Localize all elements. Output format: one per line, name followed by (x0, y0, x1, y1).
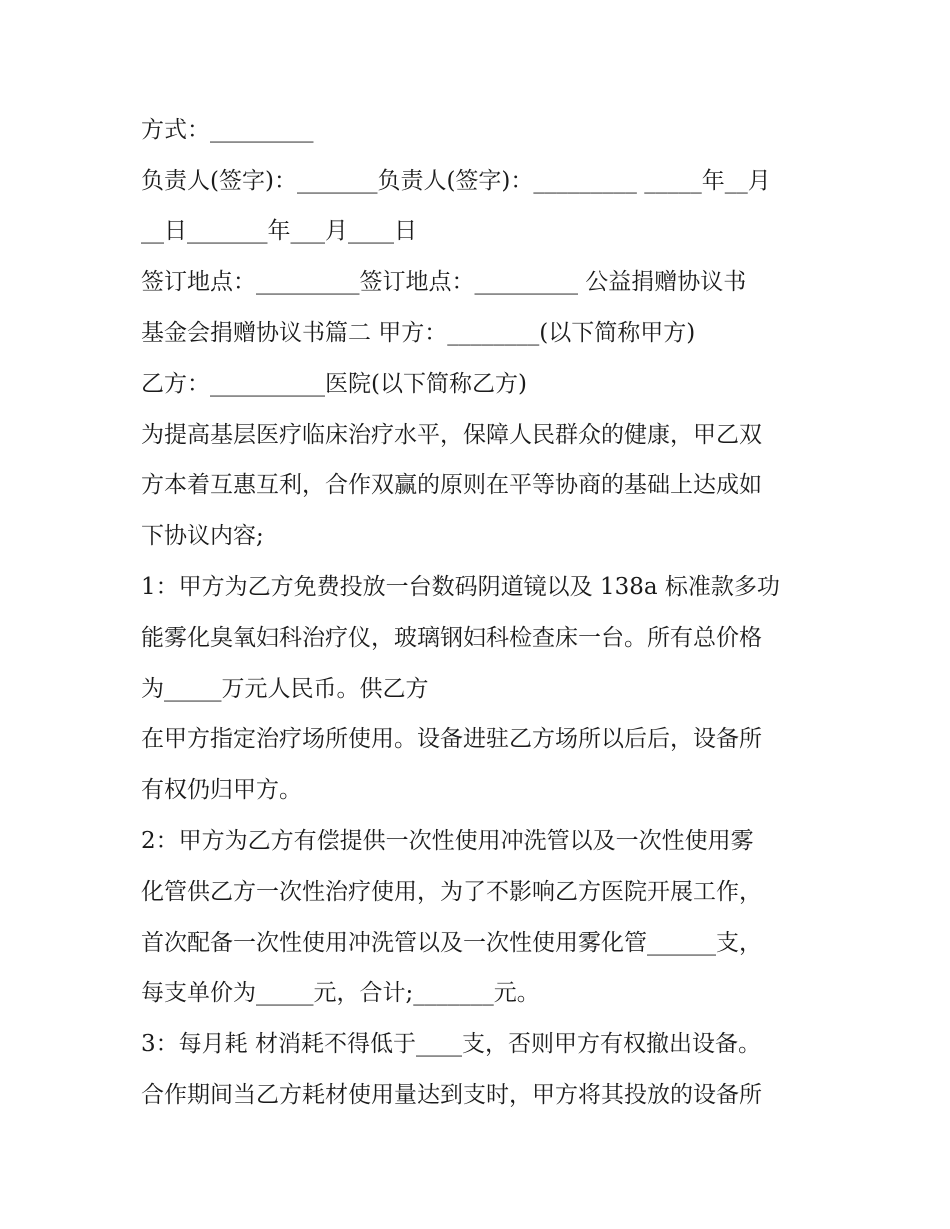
text-line-clause-1b: 能雾化臭氧妇科治疗仪，玻璃钢妇科检查床一台。所有总价格 (141, 625, 762, 651)
text-line-clause-3a: 3：每月耗 材消耗不得低于____支，否则甲方有权撤出设备。 (141, 1031, 761, 1057)
text-line-clause-3b: 合作期间当乙方耗材使用量达到支时，甲方将其投放的设备所 (141, 1082, 762, 1108)
text-line-party-a: 基金会捐赠协议书篇二 甲方：________(以下简称甲方) (141, 320, 696, 346)
text-line-signing-place: 签订地点：_________签订地点：_________ 公益捐赠协议书 (141, 269, 747, 295)
text-line-clause-2d: 每支单价为_____元，合计;_______元。 (141, 980, 540, 1006)
text-line-clause-1a: 1：甲方为乙方免费投放一台数码阴道镜以及 138a 标准款多功 (141, 574, 780, 600)
text-line-party-b: 乙方：__________医院(以下简称乙方) (141, 371, 527, 397)
text-line-signatories: 负责人(签字)：_______负责人(签字)：_________ _____年__月 (141, 168, 771, 194)
text-line-dates: __日_______年___月____日 (141, 218, 417, 244)
text-line-payment-method: 方式：_________ (141, 117, 314, 143)
text-line-clause-2a: 2：甲方为乙方有偿提供一次性使用冲洗管以及一次性使用雾 (141, 828, 754, 854)
text-line-intro-1: 为提高基层医疗临床治疗水平，保障人民群众的健康，甲乙双 (141, 422, 762, 448)
text-line-clause-1c: 为_____万元人民币。供乙方 (141, 676, 429, 702)
text-line-intro-3: 下协议内容; (141, 523, 264, 549)
text-line-clause-2c: 首次配备一次性使用冲洗管以及一次性使用雾化管______支， (141, 930, 762, 956)
text-line-intro-2: 方本着互惠互利，合作双赢的原则在平等协商的基础上达成如 (141, 472, 762, 498)
text-line-clause-1d: 在甲方指定治疗场所使用。设备进驻乙方场所以后后，设备所 (141, 726, 762, 752)
text-line-clause-1e: 有权仍归甲方。 (141, 777, 302, 803)
text-line-clause-2b: 化管供乙方一次性治疗使用，为了不影响乙方医院开展工作， (141, 879, 762, 905)
